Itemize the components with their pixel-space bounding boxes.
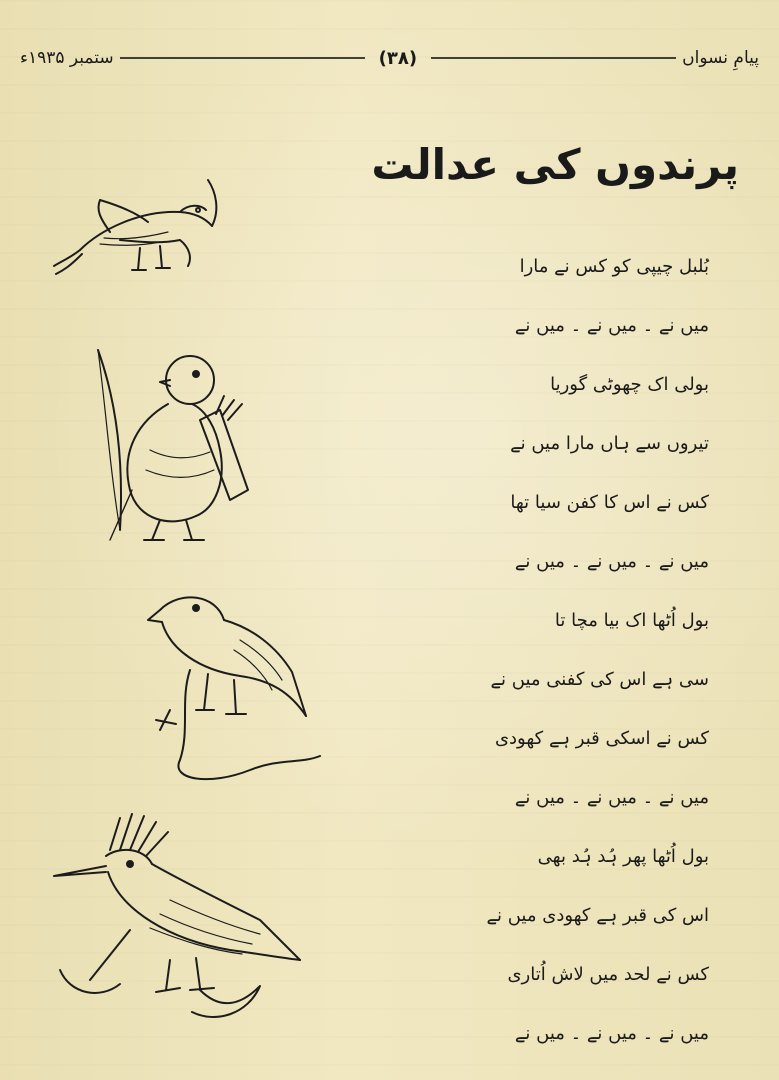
poem-line: اس کی قبر ہے کھودی میں نے <box>486 905 709 926</box>
poem-line: میں نے ۔ میں نے ۔ میں نے <box>514 1023 709 1044</box>
poem-line: میں نے ۔ میں نے ۔ میں نے <box>514 787 709 808</box>
poem-line: بُلبل چیپی کو کس نے مارا <box>519 256 709 277</box>
page-header <box>20 38 759 78</box>
hoopoe-with-pickaxe-icon <box>20 810 360 1060</box>
flying-bird-icon <box>20 170 360 290</box>
poem-line: تیروں سے ہاں مارا میں نے <box>510 433 709 454</box>
poem-line: میں نے ۔ میں نے ۔ میں نے <box>514 551 709 572</box>
poem-title: پرندوں کی عدالت <box>371 140 739 189</box>
poem-line: میں نے ۔ میں نے ۔ میں نے <box>514 315 709 336</box>
poem-line: کس نے اسکی قبر ہے کھودی <box>494 728 709 749</box>
header-rule-left <box>120 57 365 59</box>
magazine-name: پیامِ نسواں <box>682 48 759 68</box>
weaver-bird-icon <box>20 580 360 800</box>
poem-line: سی ہے اس کی کفنی میں نے <box>490 669 709 690</box>
poem-line: بول اُٹھا اک بیا مچا تا <box>554 610 709 631</box>
poem-line: کس نے اس کا کفن سیا تھا <box>510 492 709 513</box>
page-number: (۳۸) <box>378 47 418 69</box>
poem-line: کس نے لحد میں لاش اُتاری <box>507 964 709 985</box>
issue-date: ستمبر ۱۹۳۵ء <box>19 48 114 68</box>
poem-line: بول اُٹھا پھر ہُد ہُد بھی <box>537 846 709 867</box>
poem-line: بولی اک چھوٹی گوریا <box>550 374 709 395</box>
sparrow-with-bow-icon <box>20 340 360 560</box>
header-rule-right <box>431 57 676 59</box>
poem-body <box>379 255 709 1080</box>
